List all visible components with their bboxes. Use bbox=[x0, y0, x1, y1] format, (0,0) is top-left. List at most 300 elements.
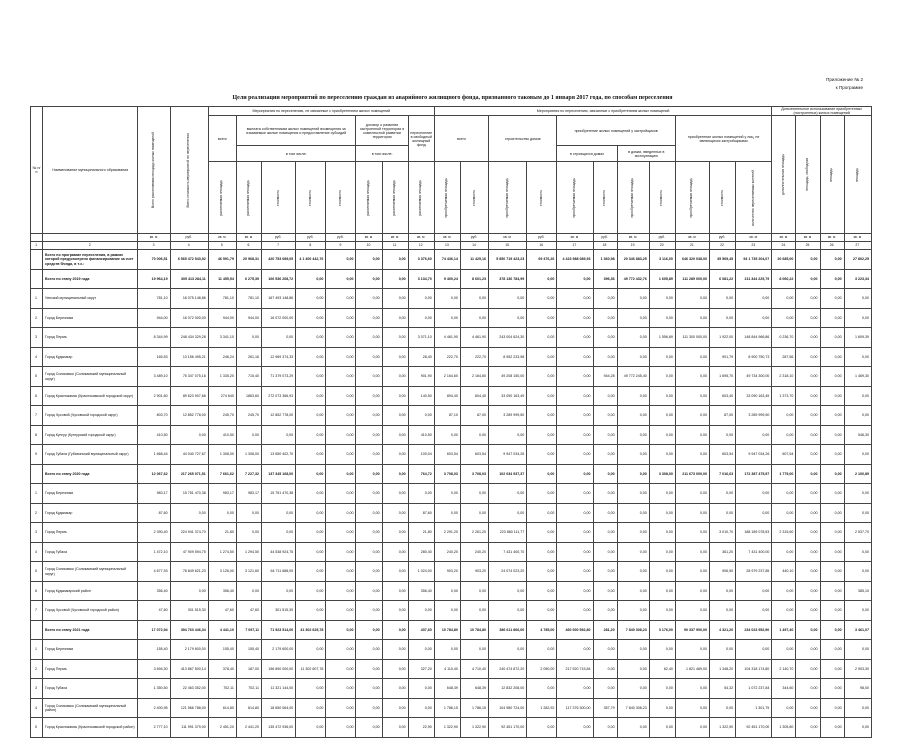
row-value: 3 176,00 bbox=[649, 620, 675, 640]
row-value: 20 685,00 bbox=[772, 250, 796, 270]
row-value: 0,00 bbox=[382, 386, 408, 406]
table-row bbox=[31, 328, 872, 348]
unit-cell: кв. м bbox=[557, 234, 593, 242]
row-name: Город Чусовой (Чусовской городской округ) bbox=[43, 406, 138, 426]
row-value: 0,00 bbox=[557, 718, 593, 738]
row-value: 0,00 bbox=[649, 562, 675, 582]
table-row bbox=[31, 445, 872, 465]
row-value: 0,00 bbox=[844, 640, 871, 660]
row-value: 2 390,40 bbox=[138, 523, 170, 543]
table-row bbox=[31, 698, 872, 718]
row-value: 4 321,20 bbox=[710, 620, 736, 640]
row-value: 2 100,89 bbox=[844, 464, 871, 484]
row-value: 0,00 bbox=[557, 484, 593, 504]
row-value: 0,00 bbox=[675, 386, 709, 406]
row-value: 0,00 bbox=[296, 640, 326, 660]
row-value: 3 289 999,50 bbox=[736, 406, 772, 426]
row-value: 1 786,15 bbox=[460, 698, 488, 718]
row-value: 903,20 bbox=[434, 562, 460, 582]
row-value: 944,00 bbox=[138, 308, 170, 328]
v-cost-3: стоимость bbox=[326, 162, 356, 234]
row-value: 0,00 bbox=[820, 269, 844, 289]
row-number: 9 bbox=[31, 445, 43, 465]
row-value: 460 000 592,80 bbox=[557, 620, 593, 640]
row-value: 0,00 bbox=[326, 562, 356, 582]
row-value: 0,00 bbox=[772, 289, 796, 309]
row-value: 3 708,03 bbox=[460, 464, 488, 484]
row-value: 356,40 bbox=[208, 581, 236, 601]
row-value: 8 601,23 bbox=[460, 269, 488, 289]
row-value: 0,00 bbox=[844, 698, 871, 718]
row-value: 0,00 bbox=[772, 484, 796, 504]
v-cost-2: стоимость bbox=[296, 162, 326, 234]
row-value: 702,11 bbox=[208, 679, 236, 699]
row-value: 4 785,00 bbox=[527, 620, 557, 640]
row-value: 0,00 bbox=[326, 523, 356, 543]
row-value: 1 072 237,84 bbox=[736, 679, 772, 699]
row-value: 0,00 bbox=[593, 640, 617, 660]
row-value: 1 605,89 bbox=[649, 269, 675, 289]
row-value: 6 275,39 bbox=[236, 269, 261, 289]
row-value: 0,00 bbox=[675, 484, 709, 504]
row-value: 0,00 bbox=[820, 581, 844, 601]
row-value: 0,00 bbox=[617, 679, 649, 699]
row-value: 0,00 bbox=[820, 386, 844, 406]
row-value: 0,00 bbox=[382, 269, 408, 289]
row-value: 0,00 bbox=[675, 367, 709, 387]
row-value: 3 708,03 bbox=[434, 464, 460, 484]
row-value: 0,00 bbox=[489, 640, 527, 660]
row-value: 12 832 208,00 bbox=[489, 679, 527, 699]
row-name: Город Кудымкарский район bbox=[43, 581, 138, 601]
row-value: 356,40 bbox=[138, 581, 170, 601]
row-value: 0,00 bbox=[675, 406, 709, 426]
row-value: 0,00 bbox=[796, 289, 820, 309]
table-total-row bbox=[31, 269, 872, 289]
row-value: 4 423 988 089,93 bbox=[557, 250, 593, 270]
row-value: 344,60 bbox=[772, 679, 796, 699]
table-row bbox=[31, 484, 872, 504]
row-value: 1 668,44 bbox=[138, 445, 170, 465]
row-value: 0,00 bbox=[593, 503, 617, 523]
row-number bbox=[31, 620, 43, 640]
row-name: Город Кудымкар bbox=[43, 347, 138, 367]
row-value: 0,00 bbox=[675, 562, 709, 582]
unit-cell: кв. м bbox=[208, 234, 236, 242]
row-value: 0,00 bbox=[844, 347, 871, 367]
row-value: 0,00 bbox=[796, 367, 820, 387]
row-value: 2 777,10 bbox=[138, 718, 170, 738]
appendix-reference: к Программе bbox=[835, 85, 863, 90]
row-value: 0,00 bbox=[527, 718, 557, 738]
row-value: 0,00 bbox=[408, 698, 434, 718]
row-name: Город Пермь bbox=[43, 659, 138, 679]
row-value: 0,00 bbox=[326, 542, 356, 562]
row-value: 0,00 bbox=[356, 250, 382, 270]
row-value: 0,00 bbox=[844, 503, 871, 523]
row-value: 0,00 bbox=[844, 484, 871, 504]
row-value: 1 786,15 bbox=[434, 698, 460, 718]
row-value: 0,00 bbox=[557, 367, 593, 387]
row-value: 70 006,51 bbox=[138, 250, 170, 270]
row-value: 0,00 bbox=[382, 328, 408, 348]
row-value: 0,00 bbox=[820, 698, 844, 718]
row-value: 0,00 bbox=[382, 659, 408, 679]
row-value: 0,00 bbox=[649, 601, 675, 621]
row-value: 0,00 bbox=[527, 679, 557, 699]
index-cell: 15 bbox=[489, 242, 527, 250]
col-name-header: Наименование муниципального образования bbox=[43, 107, 138, 234]
row-number: 4 bbox=[31, 698, 43, 718]
unit-cell: руб. bbox=[710, 234, 736, 242]
row-value: 0,00 bbox=[593, 445, 617, 465]
row-value: 0,00 bbox=[557, 406, 593, 426]
table-row bbox=[31, 523, 872, 543]
index-cell: 9 bbox=[326, 242, 356, 250]
table-row bbox=[31, 679, 872, 699]
row-name: Город Губаха (Губахинский муниципальный округ) bbox=[43, 445, 138, 465]
row-value: 47,60 bbox=[138, 601, 170, 621]
row-value: 0,00 bbox=[736, 640, 772, 660]
row-value: 0,00 bbox=[796, 464, 820, 484]
row-value: 13 650 402,70 bbox=[262, 445, 296, 465]
row-value: 4 710,40 bbox=[460, 659, 488, 679]
row-value: 357,79 bbox=[593, 698, 617, 718]
row-value: 0,00 bbox=[772, 581, 796, 601]
row-value: 0,00 bbox=[820, 347, 844, 367]
row-value: 0,00 bbox=[675, 581, 709, 601]
row-value: 3 121,60 bbox=[236, 562, 261, 582]
row-value: 781,10 bbox=[236, 289, 261, 309]
row-value: 0,00 bbox=[557, 601, 593, 621]
row-value: 0,00 bbox=[557, 562, 593, 582]
unit-cell: кв. м bbox=[236, 234, 261, 242]
row-value: 0,00 bbox=[434, 503, 460, 523]
row-value: 901,79 bbox=[710, 347, 736, 367]
index-cell: 18 bbox=[593, 242, 617, 250]
index-cell: 12 bbox=[408, 242, 434, 250]
index-cell: 24 bbox=[772, 242, 796, 250]
row-value: 0,00 bbox=[710, 698, 736, 718]
v-area-4: расселяемая площадь bbox=[382, 162, 408, 234]
row-value: 0,00 bbox=[382, 406, 408, 426]
row-value: 0,00 bbox=[844, 542, 871, 562]
row-name: Город Кудымкар bbox=[43, 503, 138, 523]
row-value: 0,00 bbox=[617, 640, 649, 660]
row-value: 1 373,70 bbox=[772, 386, 796, 406]
row-value: 614,80 bbox=[236, 698, 261, 718]
row-value: 0,00 bbox=[593, 425, 617, 445]
row-value: 0,00 bbox=[326, 347, 356, 367]
row-value: 7 840 308,23 bbox=[617, 698, 649, 718]
row-value: 0,00 bbox=[382, 523, 408, 543]
row-value: 2 451,20 bbox=[208, 718, 236, 738]
row-value: 28,40 bbox=[408, 347, 434, 367]
row-value: 0,00 bbox=[296, 464, 326, 484]
row-value: 0,00 bbox=[617, 484, 649, 504]
row-value: 0,00 bbox=[557, 464, 593, 484]
row-value: 0,00 bbox=[326, 601, 356, 621]
row-value: 0,00 bbox=[527, 464, 557, 484]
row-value: 240,20 bbox=[434, 542, 460, 562]
v-area2-1: приобретаемая площадь bbox=[434, 162, 460, 234]
row-value: 410,50 bbox=[138, 425, 170, 445]
row-value: 274 640 bbox=[208, 386, 236, 406]
row-value: 11 425,16 bbox=[460, 250, 488, 270]
row-value: 603,40 bbox=[710, 386, 736, 406]
row-value: 361,20 bbox=[710, 542, 736, 562]
row-value: 0,00 bbox=[326, 445, 356, 465]
row-value: 155,40 bbox=[138, 640, 170, 660]
row-value: 0,00 bbox=[356, 347, 382, 367]
index-cell: 17 bbox=[557, 242, 593, 250]
col-total-cost-header: Всего стоимость мероприятий по переселению bbox=[170, 107, 208, 234]
document-title: Цели реализации мероприятий по переселению граждан из аварийного жилищного фонда, признанного таковым до 1 января 2017 года, по способам переселения bbox=[232, 95, 673, 101]
row-value: 603,54 bbox=[460, 445, 488, 465]
built-header: в домах, введенных в эксплуатацию bbox=[617, 146, 675, 162]
row-value: 0,00 bbox=[408, 406, 434, 426]
row-value: 546,30 bbox=[844, 425, 871, 445]
row-value: 8 900 750,73 bbox=[736, 347, 772, 367]
row-value: 0,00 bbox=[489, 289, 527, 309]
row-value: 7 431 400,00 bbox=[736, 542, 772, 562]
row-value: 8 344,99 bbox=[138, 328, 170, 348]
index-cell: 1 bbox=[31, 242, 43, 250]
unit-cell: руб. bbox=[296, 234, 326, 242]
row-value: 3 071,10 bbox=[408, 328, 434, 348]
row-value: 0,00 bbox=[296, 347, 326, 367]
row-value: 0,00 bbox=[649, 679, 675, 699]
row-value: 983,17 bbox=[138, 484, 170, 504]
row-value: 0,00 bbox=[796, 581, 820, 601]
sub-contract-header: договор о развитии застроенной территории и комплексной развитии территории bbox=[356, 116, 408, 146]
row-value: 0,00 bbox=[649, 367, 675, 387]
row-value: 0,00 bbox=[527, 523, 557, 543]
row-value: 172 387 475,97 bbox=[736, 464, 772, 484]
index-cell: 27 bbox=[844, 242, 871, 250]
row-value: 0,00 bbox=[382, 250, 408, 270]
row-value: 1 922,00 bbox=[710, 328, 736, 348]
row-number: 5 bbox=[31, 562, 43, 582]
row-name: Всего по программе переселения, в рамках которой предусмотрено финансирование за счет средств Фонда, в т.ч.: bbox=[43, 250, 138, 270]
row-value: 15 751 470,38 bbox=[170, 484, 208, 504]
unit-cell bbox=[43, 234, 138, 242]
row-number bbox=[31, 269, 43, 289]
row-name: Город Пермь bbox=[43, 523, 138, 543]
row-value: 0,00 bbox=[527, 425, 557, 445]
row-value: 5 850 719 423,23 bbox=[489, 250, 527, 270]
row-value: 54,32 bbox=[710, 679, 736, 699]
row-value: 1 024,00 bbox=[408, 562, 434, 582]
row-value: 0,00 bbox=[820, 562, 844, 582]
row-value: 1 821 489,00 bbox=[675, 659, 709, 679]
row-value: 9 400,24 bbox=[434, 269, 460, 289]
row-value: 0,00 bbox=[710, 503, 736, 523]
row-value: 0,00 bbox=[527, 503, 557, 523]
v-area2-2: приобретаемая площадь bbox=[489, 162, 527, 234]
row-value: 18 650 064,00 bbox=[262, 698, 296, 718]
row-value: 0,00 bbox=[796, 250, 820, 270]
row-value: 0,00 bbox=[489, 425, 527, 445]
row-value: 0,00 bbox=[326, 425, 356, 445]
row-value: 27 802,25 bbox=[844, 250, 871, 270]
row-value: 0,00 bbox=[649, 386, 675, 406]
row-number: 2 bbox=[31, 659, 43, 679]
unit-cell: руб. bbox=[262, 234, 296, 242]
row-value: 35 569,45 bbox=[710, 250, 736, 270]
row-value: 0,00 bbox=[296, 523, 326, 543]
row-value: 0,00 bbox=[382, 620, 408, 640]
row-value: 0,00 bbox=[649, 425, 675, 445]
row-value: 7 227,32 bbox=[236, 464, 261, 484]
table-row bbox=[31, 406, 872, 426]
row-value: 2 164,60 bbox=[460, 367, 488, 387]
free-area-header: площадь, свободная bbox=[796, 116, 820, 234]
row-value: 0,00 bbox=[326, 386, 356, 406]
row-value: 0,00 bbox=[489, 484, 527, 504]
row-number: 3 bbox=[31, 523, 43, 543]
row-value: 0,00 bbox=[460, 601, 488, 621]
row-value: 0,00 bbox=[820, 367, 844, 387]
index-cell: 7 bbox=[262, 242, 296, 250]
row-value: 0,00 bbox=[675, 698, 709, 718]
row-value: 16 072 000,00 bbox=[170, 308, 208, 328]
row-value: 0,00 bbox=[296, 269, 326, 289]
row-value: 1 301,75 bbox=[736, 698, 772, 718]
row-value: 0,00 bbox=[593, 406, 617, 426]
row-value: 0,00 bbox=[796, 308, 820, 328]
row-value: 281,20 bbox=[593, 620, 617, 640]
subsid-area-header: площадь bbox=[844, 116, 871, 234]
unit-cell: кв. м bbox=[434, 234, 460, 242]
row-name: Город Соликамск (Соликамский муниципальный округ) bbox=[43, 367, 138, 387]
row-value: 2 903,30 bbox=[844, 659, 871, 679]
row-value: 1 282,92 bbox=[527, 698, 557, 718]
row-value: 104 318 174,80 bbox=[736, 659, 772, 679]
row-value: 0,00 bbox=[382, 581, 408, 601]
row-value: 0,00 bbox=[557, 347, 593, 367]
row-value: 0,00 bbox=[527, 581, 557, 601]
row-value: 240,20 bbox=[460, 542, 488, 562]
row-value: 386 611 866,00 bbox=[489, 620, 527, 640]
row-value: 0,00 bbox=[675, 425, 709, 445]
unit-cell: кв. м bbox=[675, 234, 709, 242]
row-number: 1 bbox=[31, 289, 43, 309]
unit-cell: руб. bbox=[326, 234, 356, 242]
unit-cell: кв. м bbox=[138, 234, 170, 242]
col-total-area-header: Всего расселяемая площадь жилых помещений bbox=[138, 107, 170, 234]
program-table-sheet bbox=[30, 106, 872, 730]
row-value: 944,00 bbox=[236, 308, 261, 328]
row-value: 0,00 bbox=[617, 347, 649, 367]
index-cell: 14 bbox=[460, 242, 488, 250]
row-value: 12 852 778,00 bbox=[262, 406, 296, 426]
row-value: 0,00 bbox=[460, 484, 488, 504]
unit-cell: кв. м bbox=[489, 234, 527, 242]
row-value: 0,00 bbox=[820, 659, 844, 679]
row-value: 0,00 bbox=[649, 523, 675, 543]
row-value: 0,00 bbox=[326, 698, 356, 718]
row-value: 0,00 bbox=[262, 503, 296, 523]
row-value: 104 980 724,00 bbox=[489, 698, 527, 718]
row-number: 7 bbox=[31, 601, 43, 621]
social-area-header: площадь bbox=[820, 116, 844, 234]
table-row bbox=[31, 503, 872, 523]
row-value: 0,00 bbox=[296, 425, 326, 445]
row-value: 1 469,30 bbox=[844, 367, 871, 387]
row-value: 0,00 bbox=[710, 601, 736, 621]
row-value: 394 763 446,34 bbox=[170, 620, 208, 640]
row-value: 0,00 bbox=[796, 640, 820, 660]
row-value: 16 072 000,00 bbox=[262, 308, 296, 328]
row-value: 3 126,00 bbox=[208, 562, 236, 582]
row-value: 0,00 bbox=[820, 620, 844, 640]
row-value: 1 335,20 bbox=[208, 367, 236, 387]
row-value: 243 004 624,30 bbox=[489, 328, 527, 348]
row-value: 0,00 bbox=[356, 620, 382, 640]
row-value: 0,00 bbox=[527, 269, 557, 289]
row-number: 3 bbox=[31, 679, 43, 699]
row-value: 2 179 600,00 bbox=[262, 640, 296, 660]
row-value: 9 947 034,26 bbox=[489, 445, 527, 465]
index-cell: 26 bbox=[820, 242, 844, 250]
index-cell: 19 bbox=[617, 242, 649, 250]
row-value: 41 302 625,78 bbox=[296, 620, 326, 640]
row-value: 21,80 bbox=[408, 523, 434, 543]
row-value: 0,00 bbox=[382, 308, 408, 328]
row-value: 0,00 bbox=[296, 503, 326, 523]
row-value: 603,54 bbox=[434, 445, 460, 465]
row-value: 2 318,10 bbox=[772, 367, 796, 387]
row-value: 0,00 bbox=[710, 425, 736, 445]
row-value: 607,54 bbox=[772, 445, 796, 465]
unit-cell: руб. bbox=[527, 234, 557, 242]
row-value: 0,00 bbox=[296, 484, 326, 504]
row-value: 0,00 bbox=[820, 542, 844, 562]
row-value: 4 461,90 bbox=[434, 328, 460, 348]
row-value: 0,00 bbox=[434, 581, 460, 601]
row-name: Город Кунгур (Кунгурский городской округ) bbox=[43, 425, 138, 445]
row-value: 11 455,54 bbox=[208, 269, 236, 289]
row-value: 0,00 bbox=[382, 425, 408, 445]
row-value: 240 474 872,20 bbox=[489, 659, 527, 679]
row-value: 0,00 bbox=[326, 484, 356, 504]
row-value: 0,00 bbox=[527, 367, 557, 387]
row-value: 2 537,70 bbox=[844, 523, 871, 543]
row-value: 0,00 bbox=[593, 581, 617, 601]
row-value: 903,20 bbox=[460, 562, 488, 582]
row-value: 0,00 bbox=[382, 562, 408, 582]
row-value: 0,00 bbox=[557, 289, 593, 309]
row-value: 71 379 073,29 bbox=[262, 367, 296, 387]
row-value: 0,00 bbox=[844, 601, 871, 621]
row-value: 0,00 bbox=[796, 659, 820, 679]
row-value: 0,00 bbox=[617, 659, 649, 679]
row-value: 0,00 bbox=[617, 581, 649, 601]
row-value: 0,00 bbox=[296, 328, 326, 348]
row-value: 245,70 bbox=[236, 406, 261, 426]
v-cost2-4: стоимость bbox=[649, 162, 675, 234]
row-value: 396,36 bbox=[593, 269, 617, 289]
row-value: 87,00 bbox=[460, 406, 488, 426]
row-name: Уинский муниципальный округ bbox=[43, 289, 138, 309]
table-total-row bbox=[31, 620, 872, 640]
row-value: 0,00 bbox=[796, 484, 820, 504]
row-value: 0,00 bbox=[489, 581, 527, 601]
row-value: 49 734 300,00 bbox=[736, 367, 772, 387]
table-total-row bbox=[31, 464, 872, 484]
row-value: 62,40 bbox=[649, 659, 675, 679]
